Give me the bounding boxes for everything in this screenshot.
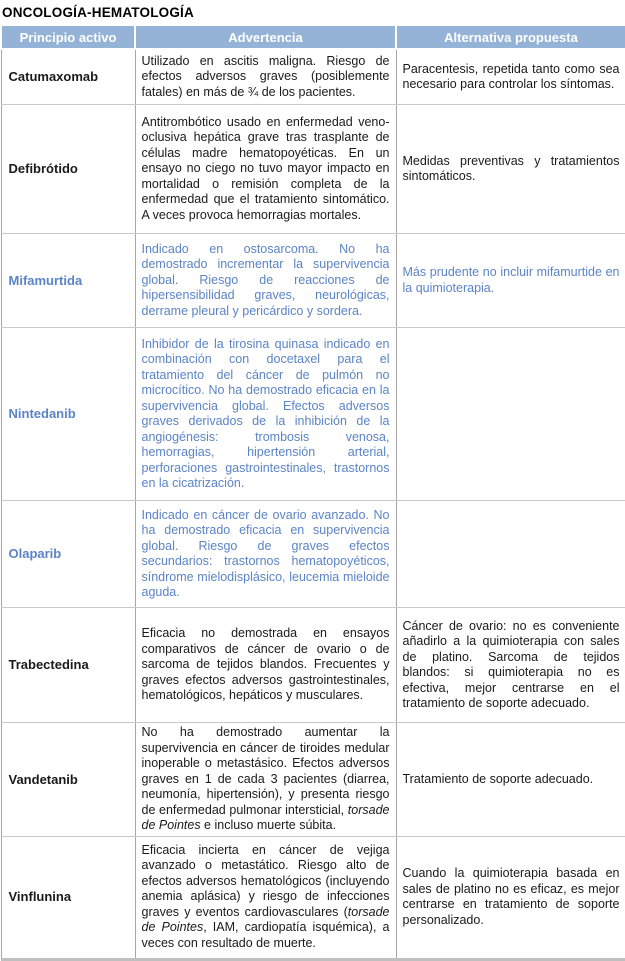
column-header-alternativa-propuesta: Alternativa propuesta [396, 25, 625, 49]
advertencia-cell: Antitrombótico usado en enfermedad veno-oclusiva hepática grave tras trasplante de células madre hematopoyéticas. En un ensayo no ciego no tuvo mayor impacto en mortalidad o remisión completa de la enfermedad que el tratamiento sintomático. A veces provoca hemorragias mortales. [135, 105, 396, 234]
section-title: ONCOLOGÍA-HEMATOLOGÍA [2, 5, 194, 20]
advertencia-cell: Indicado en cáncer de ovario avanzado. No ha demostrado eficacia en supervivencia global. Riesgo de graves efectos secundarios: trastornos hematopoyéticos, síndrome mielodisplásico, leucemia mieloide aguda. [135, 501, 396, 608]
drug-name: Olaparib [1, 501, 135, 608]
drug-name: Mifamurtida [1, 234, 135, 328]
table-row [1, 49, 625, 105]
table-row [1, 608, 625, 723]
advertencia-cell: Eficacia incierta en cáncer de vejiga avanzado o metastático. Riesgo alto de efectos adversos hematológicos (incluyendo anemia aplásica) y riesgo de infecciones graves y eventos cardiovasculares (torsade de Pointes, IAM, cardiopatía isquémica), a veces con resultado de muerte. [135, 836, 396, 959]
advertencia-cell: Eficacia no demostrada en ensayos comparativos de cáncer de ovario o de sarcoma de tejidos blandos. Frecuentes y graves efectos adversos gastrointestinales, hematológicos, hepáticos y musculares. [135, 608, 396, 723]
alternativa-cell [396, 328, 625, 501]
advertencia-cell: Utilizado en ascitis maligna. Riesgo de efectos adversos graves (posiblemente fatales) en más de ¾ de los pacientes. [135, 49, 396, 105]
drug-name: Defibrótido [1, 105, 135, 234]
alternativa-cell: Cuando la quimioterapia basada en sales de platino no es eficaz, es mejor centrarse en tratamiento de soporte personalizado. [396, 836, 625, 959]
table-row [1, 501, 625, 608]
alternativa-cell: Paracentesis, repetida tanto como sea necesario para controlar los síntomas. [396, 49, 625, 105]
advertencia-cell: Inhibidor de la tirosina quinasa indicado en combinación con docetaxel para el tratamiento del cáncer de pulmón no microcítico. No ha demostrado eficacia en la supervivencia global. Efectos adversos graves derivados de la inhibición de la angiogénesis: trombosis venosa, hemorragias, hipertensión arterial, perforaciones gastrointestinales, trastornos en la cicatrización. [135, 328, 396, 501]
table-row [1, 723, 625, 837]
drug-name: Catumaxomab [1, 49, 135, 105]
advertencia-cell: No ha demostrado aumentar la supervivencia en cáncer de tiroides medular inoperable o metastásico. Efectos adversos graves en 1 de cada 3 pacientes (diarrea, neumonía, hipertensión), y presenta riesgo de enfermedad pulmonar intersticial, torsade de Pointes e incluso muerte súbita. [135, 723, 396, 837]
table-row [1, 836, 625, 959]
alternativa-cell: Tratamiento de soporte adecuado. [396, 723, 625, 837]
column-header-advertencia: Advertencia [135, 25, 396, 49]
alternativa-cell: Más prudente no incluir mifamurtide en la quimioterapia. [396, 234, 625, 328]
table-row [1, 328, 625, 501]
column-header-principio-activo: Principio activo [1, 25, 135, 49]
alternativa-cell [396, 501, 625, 608]
alternativa-cell: Medidas preventivas y tratamientos sintomáticos. [396, 105, 625, 234]
advertencia-cell: Indicado en ostosarcoma. No ha demostrado incrementar la supervivencia global. Riesgo de reacciones de hipersensibilidad graves, neurológicas, derrame pleural y pericárdico y sordera. [135, 234, 396, 328]
alternativa-cell: Cáncer de ovario: no es conveniente añadirlo a la quimioterapia con sales de platino. Sarcoma de tejidos blandos: si quimioterapia no es efectiva, mejor centrarse en el tratamiento de soporte adecuado. [396, 608, 625, 723]
drug-name: Nintedanib [1, 328, 135, 501]
drug-name: Trabectedina [1, 608, 135, 723]
table-header-row [1, 25, 625, 49]
drug-name: Vinflunina [1, 836, 135, 959]
drug-warning-table [0, 24, 625, 961]
drug-name: Vandetanib [1, 723, 135, 837]
table-row [1, 234, 625, 328]
table-row [1, 105, 625, 234]
